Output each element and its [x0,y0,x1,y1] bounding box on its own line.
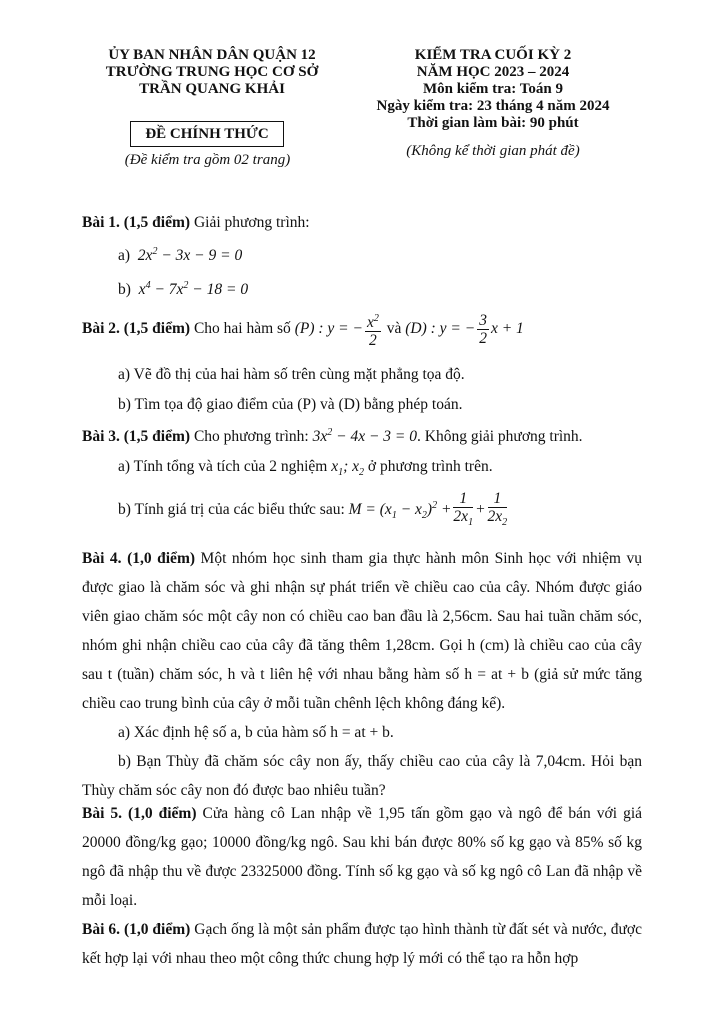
fraction-3-over-2: $\frac{3}{2}$ [479,312,487,348]
header-district: ỦY BAN NHÂN DÂN QUẬN 12 [108,47,316,63]
bai1-b [118,280,248,299]
bai1-heading [82,214,310,232]
pages-note: (Đề kiểm tra gồm 02 trang) [124,152,291,168]
bai4-body: Một nhóm học sinh tham gia thực hành môn Sinh học với nhiệm vụ được giao là chăm sóc và ghi nhận sự phát triển về chiều cao của cây. Nhóm được giáo viên giao chăm sóc một cây non có chiều cao ban đầu là 2,56cm. Sau hai tuần chăm sóc, nhóm ghi nhận chiều cao của cây đã tăng thêm 1,28cm. Gọi h (cm) là chiều cao của cây sau t (tuần) chăm sóc, h và t liên hệ với nhau bằng hàm số h = at + b (giả sử mức tăng chiều cao trung bình của cây ở mỗi tuần chênh lệch không đáng kể). [82,550,642,712]
bai2-a: a) Vẽ đồ thị của hai hàm số trên cùng mặt phẳng tọa độ. [118,366,465,383]
bai4-text [82,544,642,718]
school-year: NĂM HỌC 2023 – 2024 [416,64,570,80]
equation-1a: $2x^2 - 3x - 9 = 0$ [133,246,243,265]
header-school-1: TRƯỜNG TRUNG HỌC CƠ SỞ [105,64,319,80]
function-p: (P) : y = − [294,320,363,338]
bai1-title: Bài 1. (1,5 điểm) [82,214,191,231]
expression-m: $M = (x_1 - x_2)^2$ + [348,499,452,522]
bai2-title: Bài 2. (1,5 điểm) [82,320,191,338]
fraction-x2-over-2: $\frac{x^2}{2}$ [365,310,381,349]
equation-1b: $x^4 - 7x^2 - 18 = 0$ [134,280,249,299]
bai6-body: Gạch ống là một sản phẩm được tạo hình thành từ đất sét và nước, được kết hợp lại với nhau theo một công thức chung hợp lý mới có thể tạo ra hỗn hợp [82,921,643,967]
bai5-body: Cửa hàng cô Lan nhập về 1,95 tấn gồm gạo và ngô để bán với giá 20000 đồng/kg gạo; 10000 đồng/kg ngô. Sau khi bán được 80% số kg gạo và 85% số kg ngô đã nhập thu về được 23325000 đồng. Tính số kg gạo và số kg ngô cô Lan đã nhập về mỗi loại. [82,805,643,909]
exam-date: Ngày kiểm tra: 23 tháng 4 năm 2024 [376,98,610,114]
header-school-2: TRẦN QUANG KHẢI [139,81,285,97]
fraction-1-over-2x2: $\frac{1}{2x_2}$ [487,490,508,529]
bai2-b: b) Tìm tọa độ giao điểm của (P) và (D) bằng phép toán. [118,396,463,413]
bai3-a-pre: a) Tính tổng và tích của 2 nghiệm [118,458,332,475]
header-right [368,47,618,132]
bai5-title: Bài 5. (1,0 điểm) [82,805,197,822]
bai4-title: Bài 4. (1,0 điểm) [82,550,196,567]
bai3-a-post: ở phương trình trên. [364,458,493,475]
bai2-and: và [386,320,406,338]
equation-3: $3x^2 - 4x - 3 = 0$ [312,427,417,446]
bai1-a-label: a) [118,247,131,265]
bai4-a: a) Xác định hệ số a, b của hàm số h = at + b. [118,724,394,741]
bai6-text [82,915,642,973]
roots-x1-x2: $x_1$; $x_2$ [331,458,365,479]
bai2-intro: Cho hai hàm số [190,320,295,338]
bai1-b-label: b) [118,281,131,299]
bai3-b-pre: b) Tính giá trị của các biểu thức sau: [118,501,349,519]
function-d: (D) : y = − [405,320,476,338]
exam-duration: Thời gian làm bài: 90 phút [407,115,579,131]
bai5-text [82,799,642,915]
bai1-intro: Giải phương trình: [190,214,310,231]
bai3-a [118,458,493,478]
bai3-after: . Không giải phương trình. [417,428,583,446]
bai3-intro: Cho phương trình: [190,428,313,446]
official-badge: ĐỀ CHÍNH THỨC [130,121,284,147]
bai3-b: b) Tính giá trị của các biểu thức sau: $M = (x_1 - x_2)^2$ + $\frac{1}{2x_1}$ + $\frac{1}{2x_2}$ [118,490,509,531]
bai2-heading: Bài 2. (1,5 điểm) Cho hai hàm số (P) : y = − $\frac{x^2}{2}$ và (D) : y = − $\frac{3}{2}$ x + 1 [82,310,524,349]
header-left [62,47,362,98]
subject: Môn kiểm tra: Toán 9 [422,81,563,97]
exam-title: KIỂM TRA CUỐI KỲ 2 [414,47,572,63]
bai3-title: Bài 3. (1,5 điểm) [82,428,191,446]
bai1-a [118,246,242,265]
time-note: (Không kể thời gian phát đề) [406,143,580,159]
bai3-heading [82,427,583,446]
bai6-title: Bài 6. (1,0 điểm) [82,921,191,938]
fraction-1-over-2x1: $\frac{1}{2x_1}$ [453,490,474,529]
bai4-b: b) Bạn Thùy đã chăm sóc cây non ấy, thấy chiều cao của cây là 7,04cm. Hỏi bạn Thùy chăm sóc cây non đó được bao nhiêu tuần? [82,753,642,799]
